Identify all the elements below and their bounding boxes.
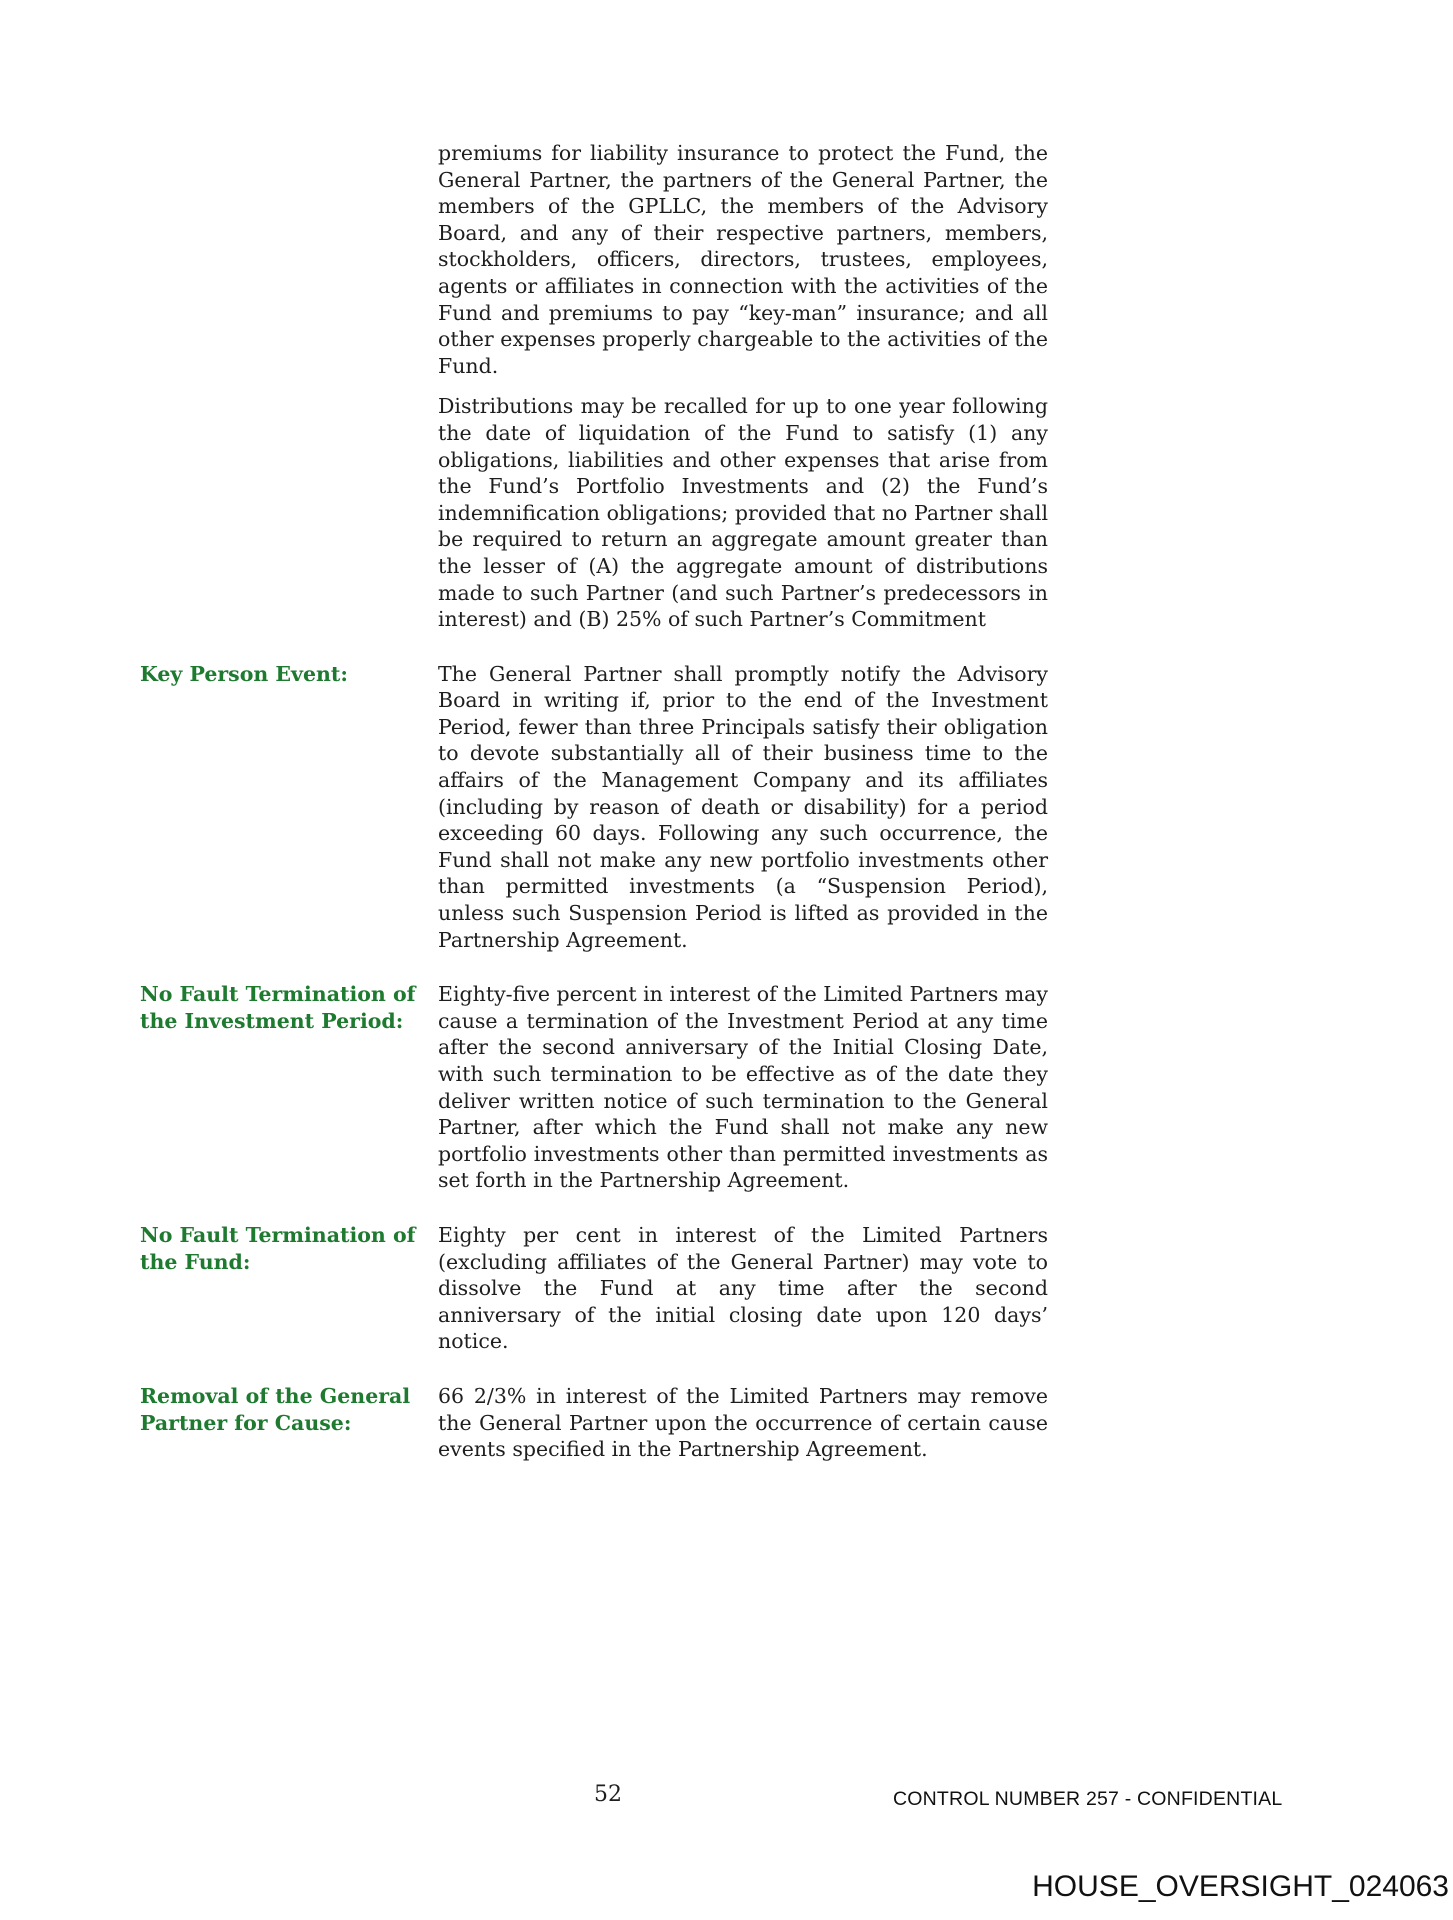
paragraph-key-person-event: The General Partner shall promptly notify the Advisory Board in writing if, prior to the end of the Investment Period, fewer than three Principals satisfy their obligation to devote substantially all of their business time to the affairs of the Management Company and its affiliates (including by reason of death or disability) for a period exceeding 60 days. Following any such occurrence, the Fund shall not make any new portfolio investments other than permitted investments (a “Suspension Period), unless such Suspension Period is lifted as provided in the Partnership Agreement. — [438, 661, 1048, 952]
paragraph-expenses: premiums for liability insurance to protect the Fund, the General Partner, the partners of the General Partner, the members of the GPLLC, the members of the Advisory Board, and any of their respective partners, members, stockholders, officers, directors, trustees, employees, agents or affiliates in connection with the activities of the Fund and premiums to pay “key-man” insurance; and all other expenses properly chargeable to the activities of the Fund. — [438, 141, 1048, 378]
section-continuation — [140, 140, 1048, 633]
paragraph-removal-general-partner: 66 2/3% in interest of the Limited Partners may remove the General Partner upon the occurrence of certain cause events specified in the Partnership Agreement. — [438, 1383, 1048, 1462]
section-body — [438, 1383, 1048, 1463]
paragraph-distributions-recall: Distributions may be recalled for up to one year following the date of liquidation of the Fund to satisfy (1) any obligations, liabilities and other expenses that arise from the Fund’s Portfolio Investments and (2) the Fund’s indemnification obligations; provided that no Partner shall be required to return an aggregate amount greater than the lesser of (A) the aggregate amount of distributions made to such Partner (and such Partner’s predecessors in interest) and (B) 25% of such Partner’s Commitment — [438, 394, 1048, 632]
section-body — [438, 1222, 1048, 1355]
section-key-person-event — [140, 661, 1048, 954]
control-number-confidential-label: CONTROL NUMBER 257 - CONFIDENTIAL — [893, 1788, 1283, 1810]
section-label-key-person-event: Key Person Event: — [140, 661, 348, 686]
bates-stamp: HOUSE_OVERSIGHT_024063 — [1032, 1870, 1449, 1903]
document-body — [140, 140, 1048, 1491]
paragraph-no-fault-termination-investment-period: Eighty-five percent in interest of the Limited Partners may cause a termination of the Investment Period at any time after the second anniversary of the Initial Closing Date, with such termination to be effective as of the date they deliver written notice of such termination to the General Partner, after which the Fund shall not make any new portfolio investments other than permitted investments as set forth in the Partnership Agreement. — [438, 982, 1048, 1193]
section-label-no-fault-termination-fund: No Fault Termination of the Fund: — [140, 1222, 416, 1274]
paragraph-no-fault-termination-fund: Eighty per cent in interest of the Limited Partners (excluding affiliates of the General Partner) may vote to dissolve the Fund at any time after the second anniversary of the initial closing date upon 120 days’ notice. — [438, 1222, 1048, 1354]
section-label-empty — [140, 140, 438, 633]
page-number: 52 — [594, 1782, 622, 1807]
section-body — [438, 981, 1048, 1194]
section-body — [438, 140, 1048, 633]
section-removal-general-partner — [140, 1383, 1048, 1463]
section-label-removal-general-partner: Removal of the General Partner for Cause: — [140, 1383, 411, 1435]
section-label-no-fault-termination-investment-period: No Fault Termination of the Investment Period: — [140, 982, 416, 1034]
section-no-fault-termination-investment-period — [140, 981, 1048, 1194]
section-no-fault-termination-fund — [140, 1222, 1048, 1355]
section-body — [438, 661, 1048, 954]
